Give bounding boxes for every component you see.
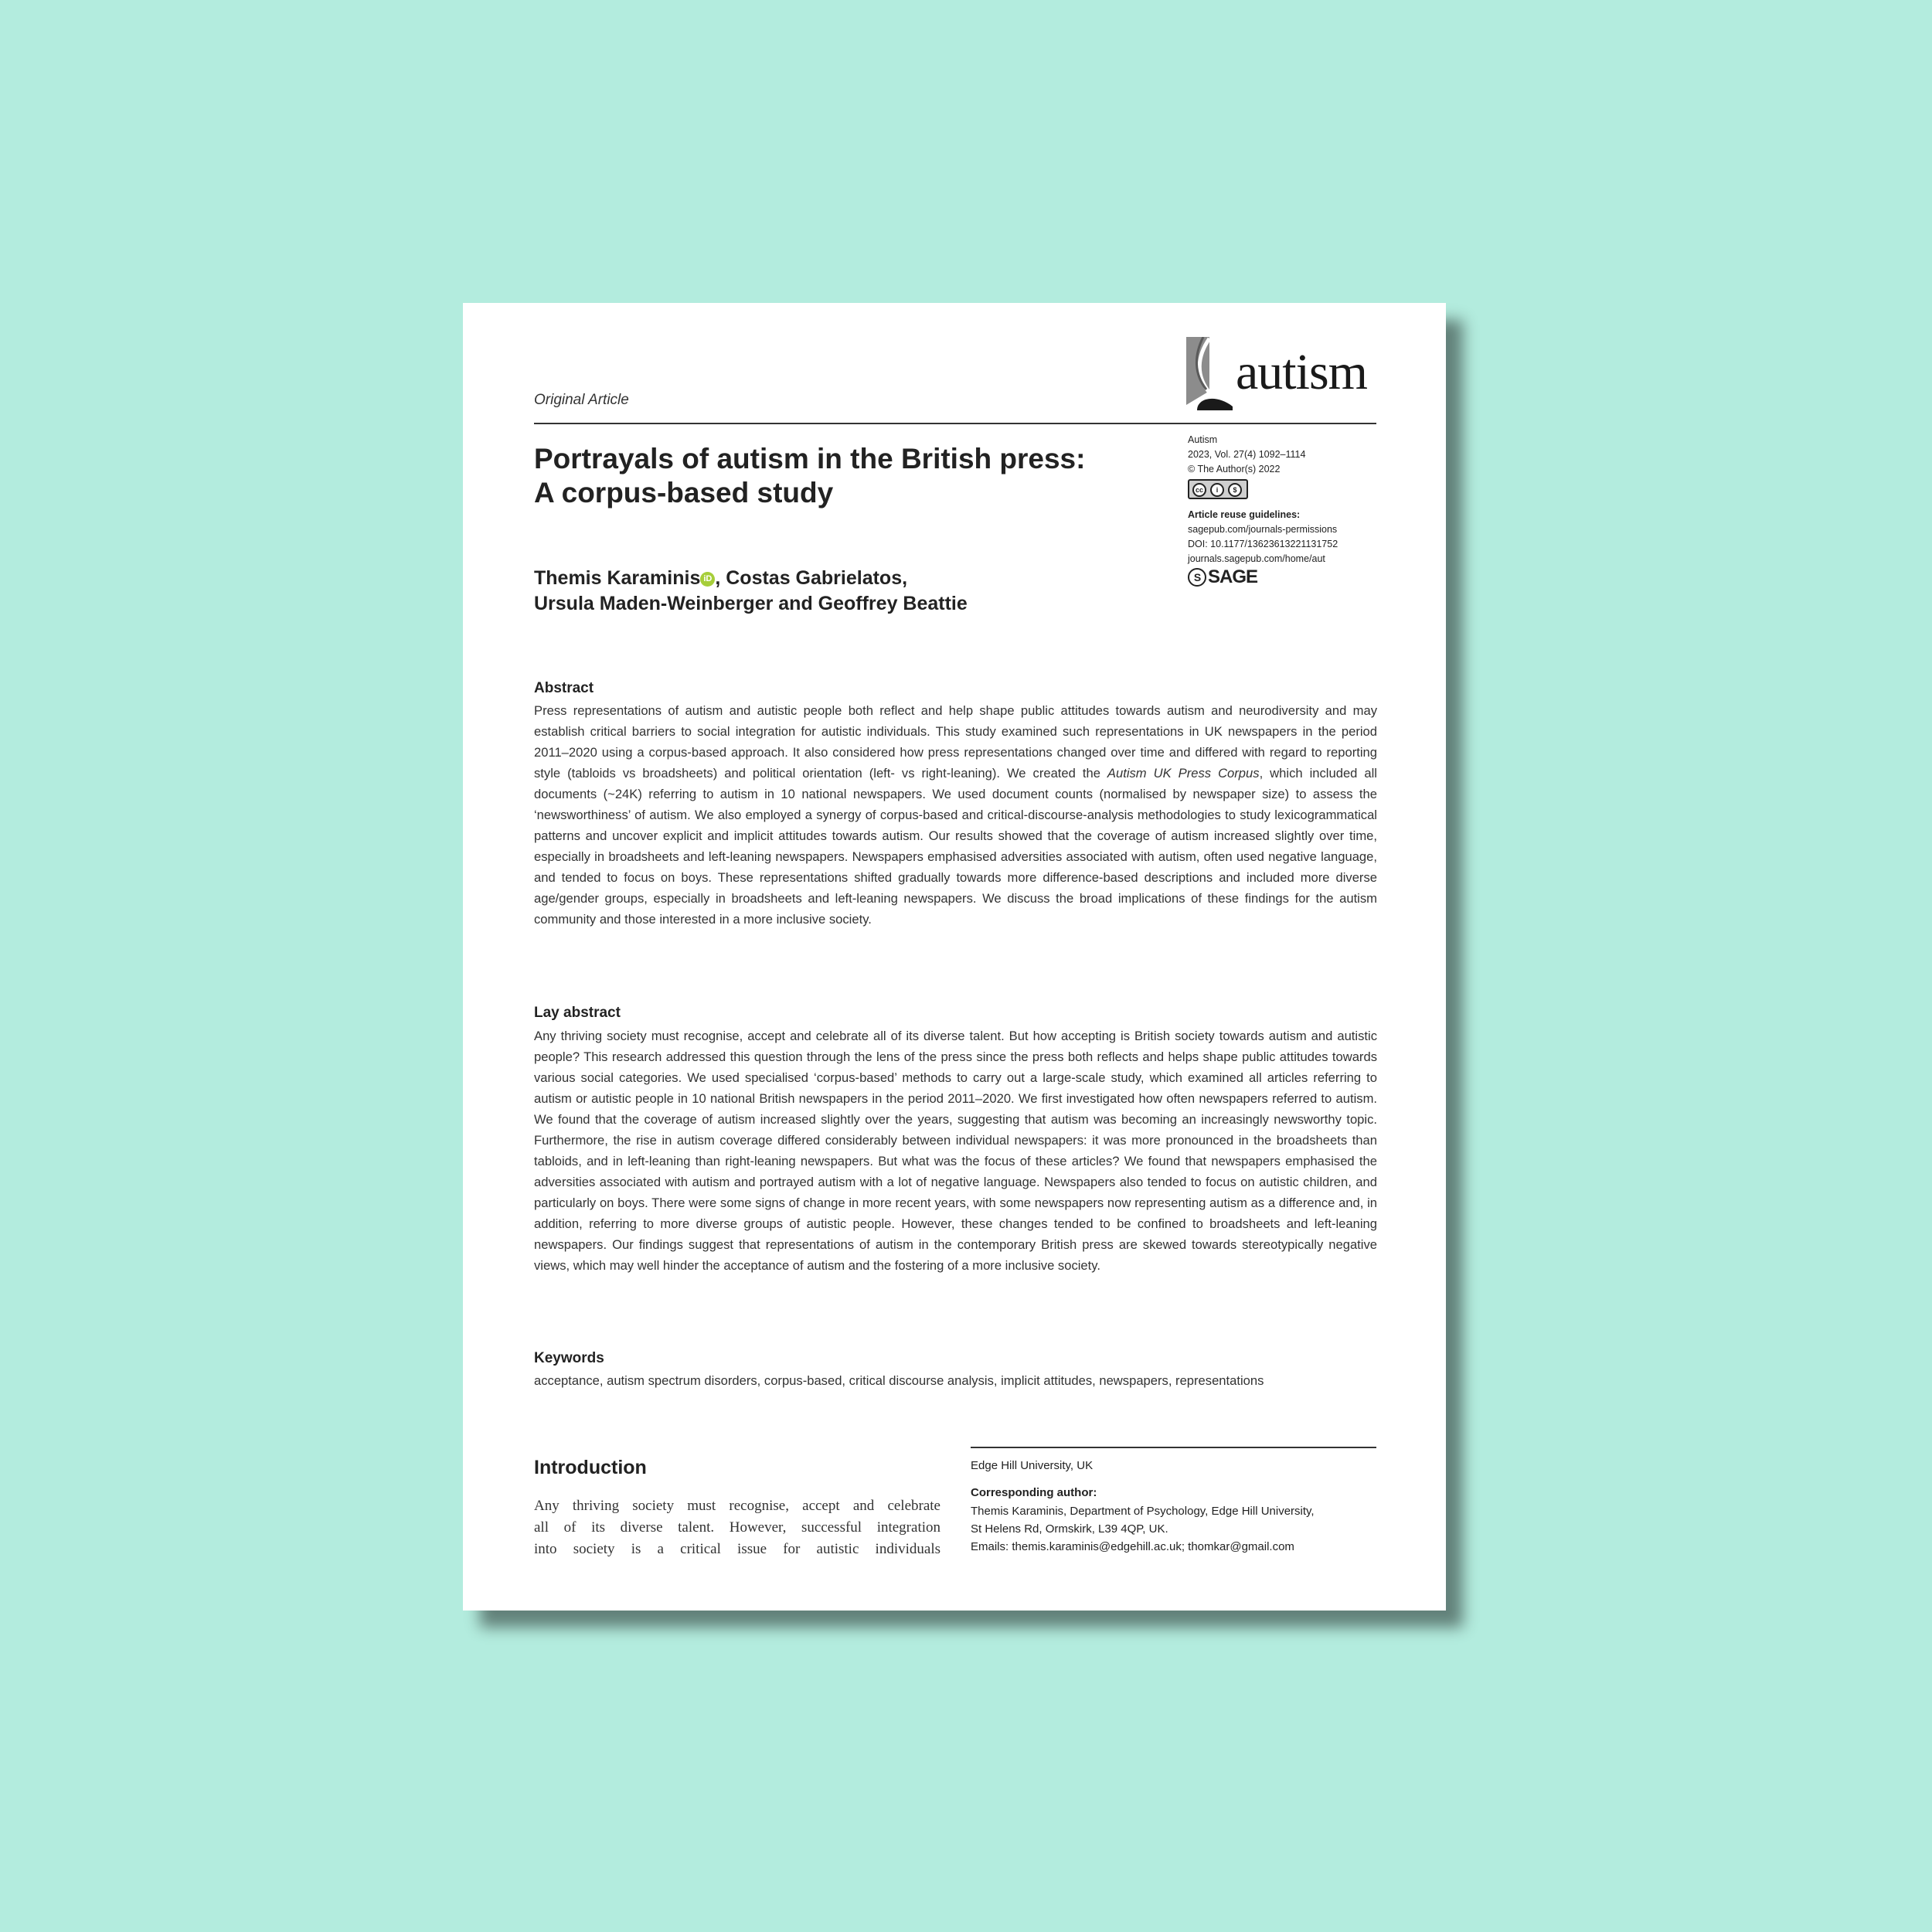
sage-logo-icon: S — [1188, 568, 1206, 587]
title-line-2: A corpus-based study — [534, 477, 834, 509]
corresponding-author-heading: Corresponding author: — [971, 1486, 1097, 1499]
intro-line: Any thriving society must recognise, accept and celebrate — [534, 1498, 940, 1514]
author-list — [534, 566, 1152, 617]
keywords-heading: Keywords — [534, 1350, 604, 1366]
article-type-label: Original Article — [534, 392, 629, 408]
author-rest-line1: , Costas Gabrielatos, — [715, 567, 908, 589]
introduction-heading: Introduction — [534, 1457, 647, 1478]
journal-logo-word: autism — [1236, 344, 1367, 400]
keywords-text: acceptance, autism spectrum disorders, corpus-based, critical discourse analysis, implicit attitudes, newspapers, representations — [534, 1373, 1264, 1388]
corr-email[interactable]: Emails: themis.karaminis@edgehill.ac.uk; thomkar@gmail.com — [971, 1540, 1294, 1553]
citation-block — [1188, 433, 1381, 587]
corpus-name: Autism UK Press Corpus — [1107, 766, 1260, 781]
journal-logo — [1186, 337, 1379, 410]
title-line-1: Portrayals of autism in the British press: — [534, 443, 1086, 474]
article-title — [534, 442, 1152, 510]
intro-line: into society is a critical issue for autistic individuals — [534, 1541, 940, 1557]
citation-volume: 2023, Vol. 27(4) 1092–1114 — [1188, 449, 1306, 460]
reuse-guidelines-label: Article reuse guidelines: — [1188, 509, 1301, 520]
header-divider — [534, 423, 1376, 424]
lay-abstract-heading: Lay abstract — [534, 1005, 621, 1021]
creative-commons-icon: cc i $ — [1188, 479, 1248, 499]
corr-line: St Helens Rd, Ormskirk, L39 4QP, UK. — [971, 1522, 1168, 1536]
abstract-text: Press representations of autism and autistic people both reflect and help shape public attitudes towards autism and neurodiversity and may establish critical barriers to social integration for autistic individuals. This study examined such representations in UK newspapers in the period 2011–2020 using a corpus-based approach. It also considered how press representations changed over time and differed with regard to reporting style (tabloids vs broadsheets) and political orientation (left- vs right-leaning). We created the Autism UK Press Corpus, which included all documents (~24K) referring to autism in 10 national newspapers. We used document counts (normalised by newspaper size) to assess the ‘newsworthiness’ of autism. We also employed a synergy of corpus-based and critical-discourse-analysis methodologies to study lexicogrammatical patterns and uncover explicit and implicit attitudes towards autism. Our results showed that the coverage of autism increased slightly over time, especially in broadsheets and left-leaning newspapers. Newspapers emphasised adversities associated with autism, often used negative language, and tended to focus on boys. These representations shifted gradually towards more difference-based descriptions and included more diverse age/gender groups, especially in broadsheets and left-leaning newspapers. We discuss the broad implications of these findings for the autism community and those interested in a more inclusive society. — [534, 703, 1377, 927]
affiliation-divider — [971, 1447, 1376, 1448]
author-line2: Ursula Maden-Weinberger and Geoffrey Beattie — [534, 593, 968, 614]
journal-logo-mark-icon — [1186, 337, 1234, 410]
orcid-icon[interactable]: iD — [700, 572, 715, 587]
citation-journal: Autism — [1188, 434, 1218, 445]
intro-line: all of its diverse talent. However, successful integration — [534, 1519, 940, 1536]
author-first: Themis Karaminis — [534, 567, 701, 589]
corr-line: Themis Karaminis, Department of Psychology, Edge Hill University, — [971, 1505, 1315, 1518]
abstract-heading: Abstract — [534, 680, 594, 696]
corresponding-author-details — [971, 1502, 1376, 1556]
introduction-text — [534, 1495, 940, 1560]
citation-copyright: © The Author(s) 2022 — [1188, 464, 1281, 474]
journal-home-link[interactable]: journals.sagepub.com/home/aut — [1188, 553, 1325, 564]
lay-abstract-text: Any thriving society must recognise, accept and celebrate all of its diverse talent. But how accepting is British society towards autism and autistic people? This research addressed this question through the lens of the press since the press both reflects and helps shape public attitudes towards various social categories. We used specialised ‘corpus-based’ methods to carry out a large-scale study, which examined all articles referring to autism or autistic people in 10 national British newspapers in the period 2011–2020. We first investigated how often newspapers referred to autism. We found that the coverage of autism increased slightly over the years, suggesting that autism was becoming an increasingly newsworthy topic. Furthermore, the rise in autism coverage differed considerably between individual newspapers: it was more pronounced in the broadsheets than tabloids, and in left-leaning than right-leaning newspapers. But what was the focus of these articles? We found that newspapers emphasised the adversities associated with autism and portrayed autism with a lot of negative language. Newspapers also tended to focus on autistic children, and particularly on boys. There were some signs of change in more recent years, with some newspapers now representing autism as a difference and, in addition, referring to more diverse groups of autistic people. However, these changes tended to be confined to broadsheets and left-leaning newspapers. Our findings suggest that representations of autism in the contemporary British press are skewed towards stereotypically negative views, which may well hinder the acceptance of autism and the fostering of a more inclusive society. — [534, 1029, 1377, 1273]
affiliation: Edge Hill University, UK — [971, 1459, 1094, 1472]
sage-logo: S SAGE — [1188, 568, 1381, 587]
reuse-guidelines-link[interactable]: sagepub.com/journals-permissions — [1188, 524, 1338, 535]
paper-page — [463, 303, 1446, 1611]
doi-link[interactable]: DOI: 10.1177/13623613221131752 — [1188, 539, 1338, 549]
